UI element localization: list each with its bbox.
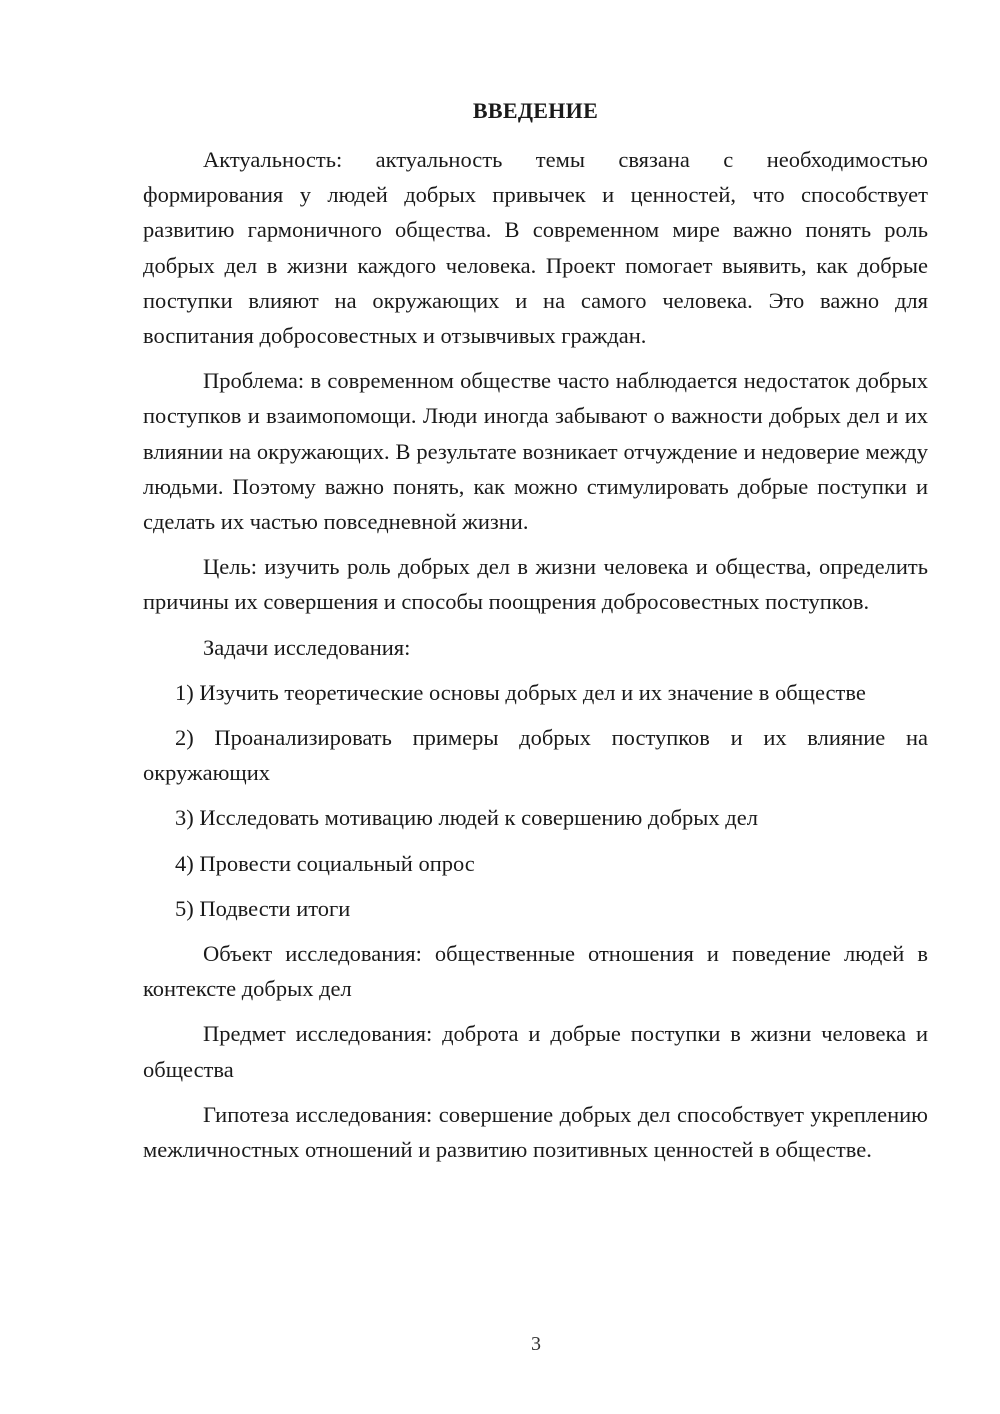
document-page [143, 96, 928, 1177]
goal-paragraph: Цель: изучить роль добрых дел в жизни человека и общества, определить причины их совершения и способы поощрения добросовестных поступков. [143, 554, 928, 615]
task-item: 2) Проанализировать примеры добрых поступков и их влияние на окружающих [143, 725, 928, 786]
task-item: 4) Провести социальный опрос [175, 850, 475, 876]
subject-paragraph: Предмет исследования: доброта и добрые поступки в жизни человека и общества [143, 1021, 928, 1082]
task-item: 1) Изучить теоретические основы добрых дел и их значение в обществе [175, 679, 866, 705]
relevance-paragraph: Актуальность: актуальность темы связана с необходимостью формирования у людей добрых привычек и ценностей, что способствует развитию гармоничного общества. В современном мире важно понять роль добрых дел в жизни каждого человека. Проект помогает выявить, как добрые поступки влияют на окружающих и на самого человека. Это важно для воспитания добросовестных и отзывчивых граждан. [143, 147, 928, 349]
page-number: 3 [531, 1333, 541, 1355]
hypothesis-paragraph: Гипотеза исследования: совершение добрых дел способствует укреплению межличностных отношений и развитию позитивных ценностей в обществе. [143, 1101, 928, 1163]
task-item: 5) Подвести итоги [175, 895, 351, 921]
tasks-title: Задачи исследования: [203, 634, 411, 660]
section-heading: ВВЕДЕНИЕ [472, 98, 599, 123]
object-paragraph: Объект исследования: общественные отношения и поведение людей в контексте добрых дел [143, 941, 928, 1002]
problem-paragraph: Проблема: в современном обществе часто наблюдается недостаток добрых поступков и взаимопомощи. Люди иногда забывают о важности добрых дел и их влиянии на окружающих. В результате возникает отчуждение и недоверие между людьми. Поэтому важно понять, как можно стимулировать добрые поступки и сделать их частью повседневной жизни. [143, 368, 928, 535]
task-item: 3) Исследовать мотивацию людей к совершению добрых дел [175, 805, 758, 831]
